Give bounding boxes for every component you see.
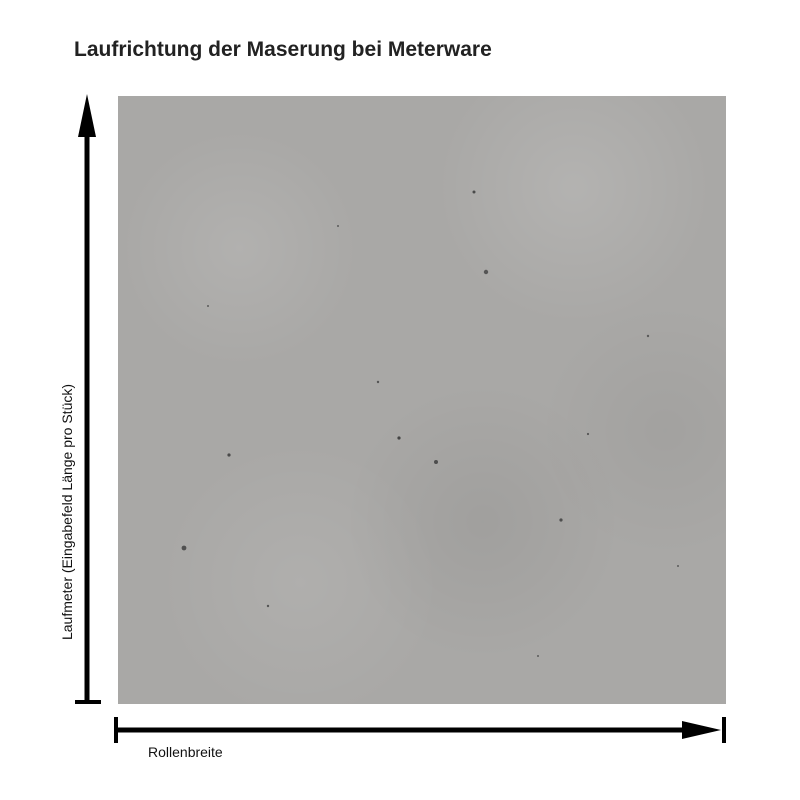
- horizontal-width-arrow: [116, 717, 724, 743]
- length-axis-label: Laufmeter (Eingabefeld Länge pro Stück): [59, 383, 75, 641]
- diagram-title: Laufrichtung der Maserung bei Meterware: [74, 38, 492, 61]
- vertical-length-arrow: [75, 94, 101, 702]
- width-axis-label: Rollenbreite: [148, 744, 223, 760]
